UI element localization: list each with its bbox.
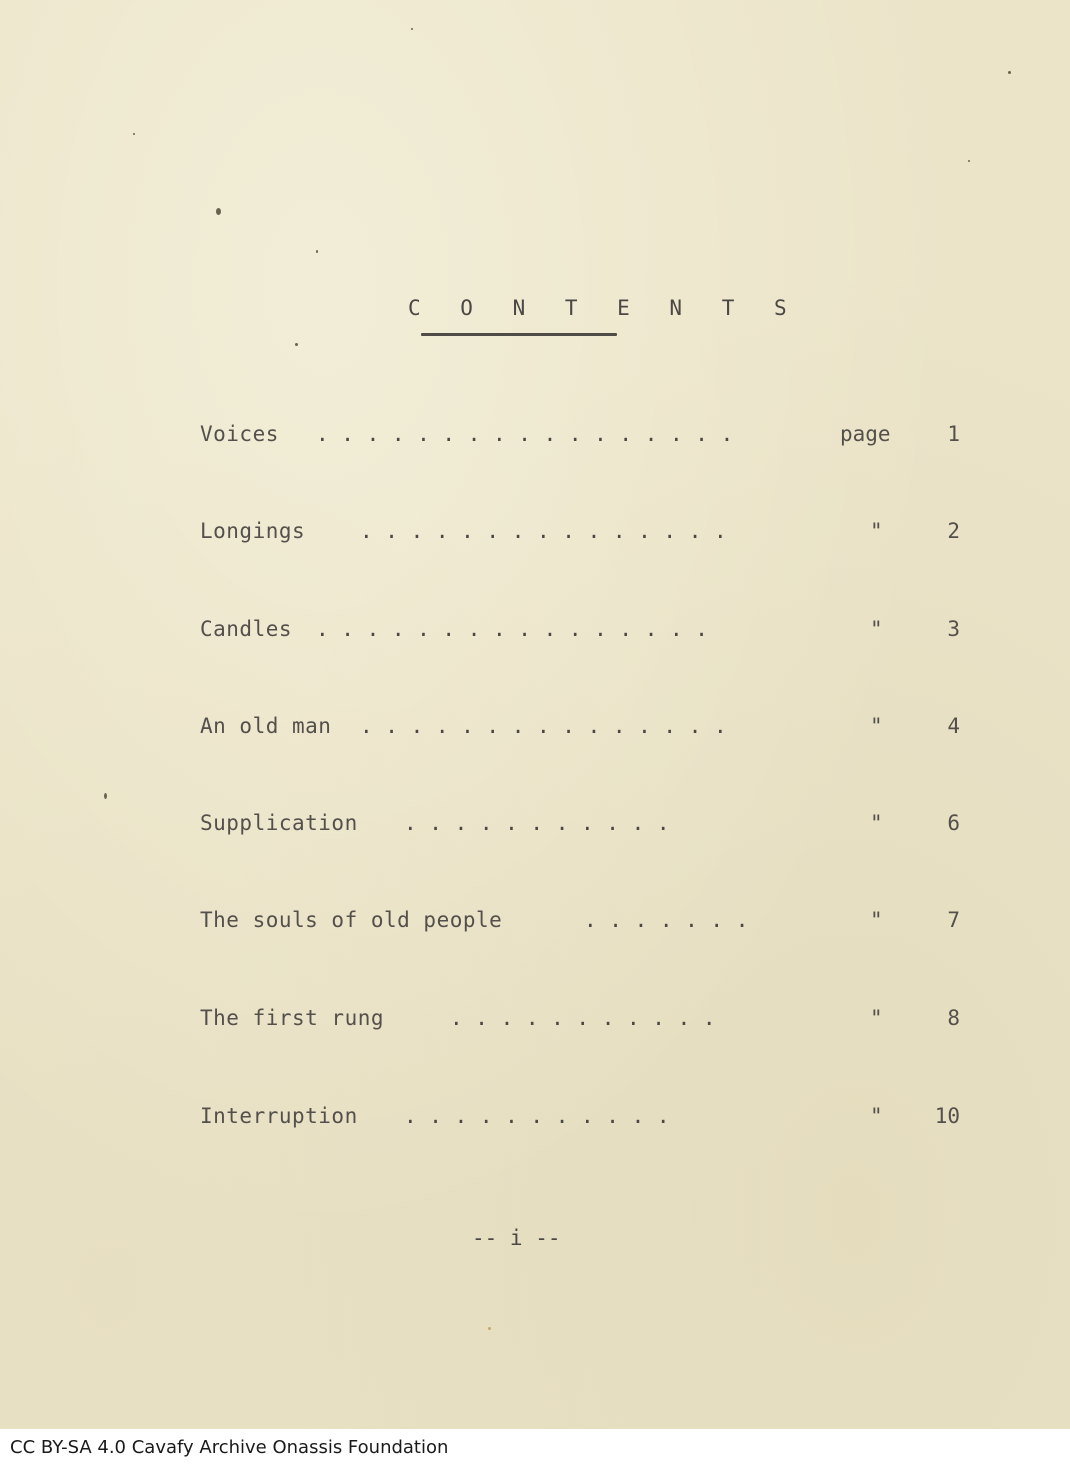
entry-title: An old man [200,714,332,738]
ditto-mark: " [870,1006,883,1030]
entry-title: Longings [200,519,306,543]
paper-speck [411,28,413,30]
toc-entry [200,714,964,744]
ditto-mark: " [870,1104,883,1128]
ditto-mark: " [870,519,883,543]
paper-speck [488,1327,491,1330]
license-credit: CC BY-SA 4.0 Cavafy Archive Onassis Foundation [10,1437,449,1458]
entry-title: The souls of old people [200,908,503,932]
toc-entry [200,1104,964,1134]
toc-entry [200,519,964,549]
dot-leader: . . . . . . . . . . . . . . . [360,714,727,738]
ditto-mark: " [870,908,883,932]
ditto-mark: " [870,811,883,835]
dot-leader: . . . . . . . . . . . . . . . . . [316,422,734,446]
ditto-mark: " [870,714,883,738]
toc-entry [200,422,964,452]
page-reference: 1 [947,422,960,446]
dot-leader: . . . . . . . . . . . [404,1104,670,1128]
heading-underline [421,333,617,336]
ditto-mark: " [870,617,883,641]
page-reference: 10 [934,1104,960,1128]
toc-entry [200,617,964,647]
page-reference: 6 [947,811,960,835]
paper-speck [216,208,221,215]
entry-title: The first rung [200,1006,385,1030]
dot-leader: . . . . . . . [584,908,749,932]
page-reference: 2 [947,519,960,543]
page-number: -- i -- [472,1226,561,1250]
paper-speck [1008,71,1011,74]
paper-speck [295,343,298,346]
contents-heading: C O N T E N T S [408,296,801,320]
page-reference: 4 [947,714,960,738]
paper-speck [316,250,318,253]
page-reference: 3 [947,617,960,641]
entry-title: Voices [200,422,279,446]
paper-speck [133,133,135,135]
dot-leader: . . . . . . . . . . . . . . . . [316,617,708,641]
entry-title: Candles [200,617,293,641]
dot-leader: . . . . . . . . . . . [404,811,670,835]
page-label: page [840,422,891,446]
entry-title: Interruption [200,1104,358,1128]
paper-speck [968,160,970,162]
page-reference: 8 [947,1006,960,1030]
dot-leader: . . . . . . . . . . . [450,1006,716,1030]
toc-entry [200,908,964,938]
page-reference: 7 [947,908,960,932]
paper-speck [104,793,107,799]
dot-leader: . . . . . . . . . . . . . . . [360,519,727,543]
entry-title: Supplication [200,811,358,835]
toc-entry [200,1006,964,1036]
toc-entry [200,811,964,841]
